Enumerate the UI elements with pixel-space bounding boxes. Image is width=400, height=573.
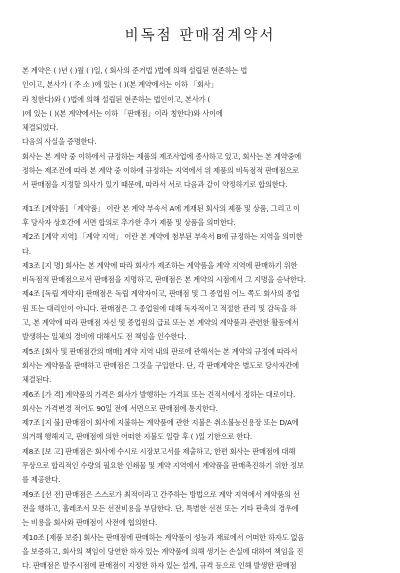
article-line: 제2조 [계약 지역] 「계약 지역」 이란 본 계약에 첨부된 부속서 B에 규정하는 지역을 의미한: [22, 232, 303, 242]
intro-line: 회사는 본 계약 중 이하에서 규정하는 제품의 제조사업에 종사하고 있고, 회사는 본 계약중에: [22, 151, 302, 161]
article-line: 무상으로 합리적인 수량의 필요한 인쇄물 및 계약 지역에서 계약품을 판매촉진하기 위한 정보: [22, 461, 304, 471]
intro-line: 체결되었다.: [22, 123, 59, 133]
intro-section: [22, 64, 378, 193]
intro-line: 라 칭한다)와 ( )법에 의해 설립된 현존하는 법인이고, 본사가 (: [22, 94, 211, 104]
article-line: 후 당사자 상호간에 서면 합의로 추가한 추가 제품 및 상품을 의미한다.: [22, 217, 236, 227]
article-line: 제3조 [지 명] 회사는 본 계약에 따라 회사가 제조하는 계약품을 계약 지역에 판매하기 위한: [22, 260, 298, 270]
article-line: 회사는 가격변경 적어도 90일 전에 서면으로 판매점에 통지한다.: [22, 403, 218, 413]
article-line: 을 보증하고, 회사의 책임이 당연한 하자 있는 계약품에 의해 생기는 손실에 대하여 책임을 진: [22, 546, 304, 556]
intro-line: 본 계약은 ( )년 ( )월 ( )일, ( 회사의 준거법 )법에 의해 설립된 현존하는 법: [22, 66, 248, 75]
article-line: 발생하는 일체의 경비에 대해서도 전 책임을 인수한다.: [22, 332, 187, 342]
article-line: 제1조 [계약품] 「계약품」 이란 본 계약 부속서 A에 게재된 회사의 제품 및 상품, 그리고 이: [22, 203, 300, 213]
article-line: 고, 본 계약에 따라 판매점 자신 및 종업원의 급료 또는 본 계약의 계약품과 관련한 활동에서: [22, 318, 299, 328]
section-gap: [22, 193, 378, 202]
article-line: 제8조 [보 고] 판매점은 회사에 수시로 시장보고서를 제출하고, 한편 회사는 판매점에 대해: [22, 446, 296, 456]
article-line: 를 제공한다.: [22, 475, 61, 485]
article-line: 전을 행하고, 훌레조서 모든 선전비용을 부담한다. 단, 특별한 선전 또는 기타 판촉의 경우에: [22, 503, 299, 513]
intro-line: 서 판매점을 지정할 의사가 있기 때문에, 따라서 서로 다음과 같이 약정하기로 합의한다.: [22, 180, 288, 190]
articles-section: [22, 202, 378, 573]
article-line: 체결된다.: [22, 375, 52, 385]
intro-line: )에 있는 ( )(본 계약에서는 이하 「판매점」이라 칭한다)와 사이에: [22, 108, 223, 118]
article-line: 다. 판매점은 발주시점에 판매점이 지정한 하자 있는 설계, 규격 등으로 인해 발생한 판매점: [22, 561, 297, 571]
article-line: 제5조 [회사 및 판매점간의 매매] 계약 지역 내의 판로에 관해서는 본 계약의 규정에 따라서: [22, 346, 298, 356]
article-line: 비독점적 판매점으로서 판매점을 지명하고, 판매점은 본 계약의 시점에서 그 지명을 승낙한다.: [22, 275, 306, 285]
document-title: 비독점 판매점계약서: [124, 28, 276, 44]
intro-line: 인이고, 본사가 ( 주 소 )에 있는 ( )(본 계약에서는 이하 「회사」: [22, 80, 218, 90]
article-line: 제9조 [선 전] 판매점은 스스로가 최적이라고 간주하는 방법으로 계약 지역에서 계약품의 선: [22, 489, 300, 499]
article-line: 회사는 계약품을 판매하고 판매점은 그것을 구입한다. 단, 각 판매계약은 별도로 당사자간에: [22, 360, 299, 370]
article-line: 다.: [22, 246, 31, 256]
article-line: 제10조 [제품 보증] 회사는 판매점에 판매하는 계약품이 성능과 재료에서 어떠한 하자도 없음: [22, 532, 305, 542]
intro-line: 정하는 제조건에 따라 본 계약 중 이하에 규정하는 지역에서 위 제품의 비독점적 판매점으로: [22, 166, 299, 176]
article-line: 는 비용을 회사와 판매점이 사전에 협의한다.: [22, 518, 158, 528]
article-line: 원 또는 대리인이 아니다. 판매점은 그 종업원에 대해 독자적이고 적절한 관리 및 감독을 하: [22, 303, 297, 313]
article-line: 의거해 행해지고, 판매점에 의한 어떠한 지불도 일람 후 ( )일 기한으로 한다.: [22, 432, 253, 442]
article-line: 제7조 [지 불] 판매점이 회사에 지불하는 계약품에 관한 지불은 취소불능신용장 또는 D/A에: [22, 418, 299, 428]
article-line: 제6조 [가 격] 계약품의 가격은 회사가 발행하는 가격표 또는 견적서에서 정하는 대로이다.: [22, 389, 296, 399]
intro-line: 다음의 사실을 증명한다.: [22, 137, 97, 147]
article-line: 제4조 [독립 계약자] 판매점은 독립 계약자이고, 판매점 및 그 종업원 어느 쪽도 회사의 종업: [22, 289, 300, 299]
